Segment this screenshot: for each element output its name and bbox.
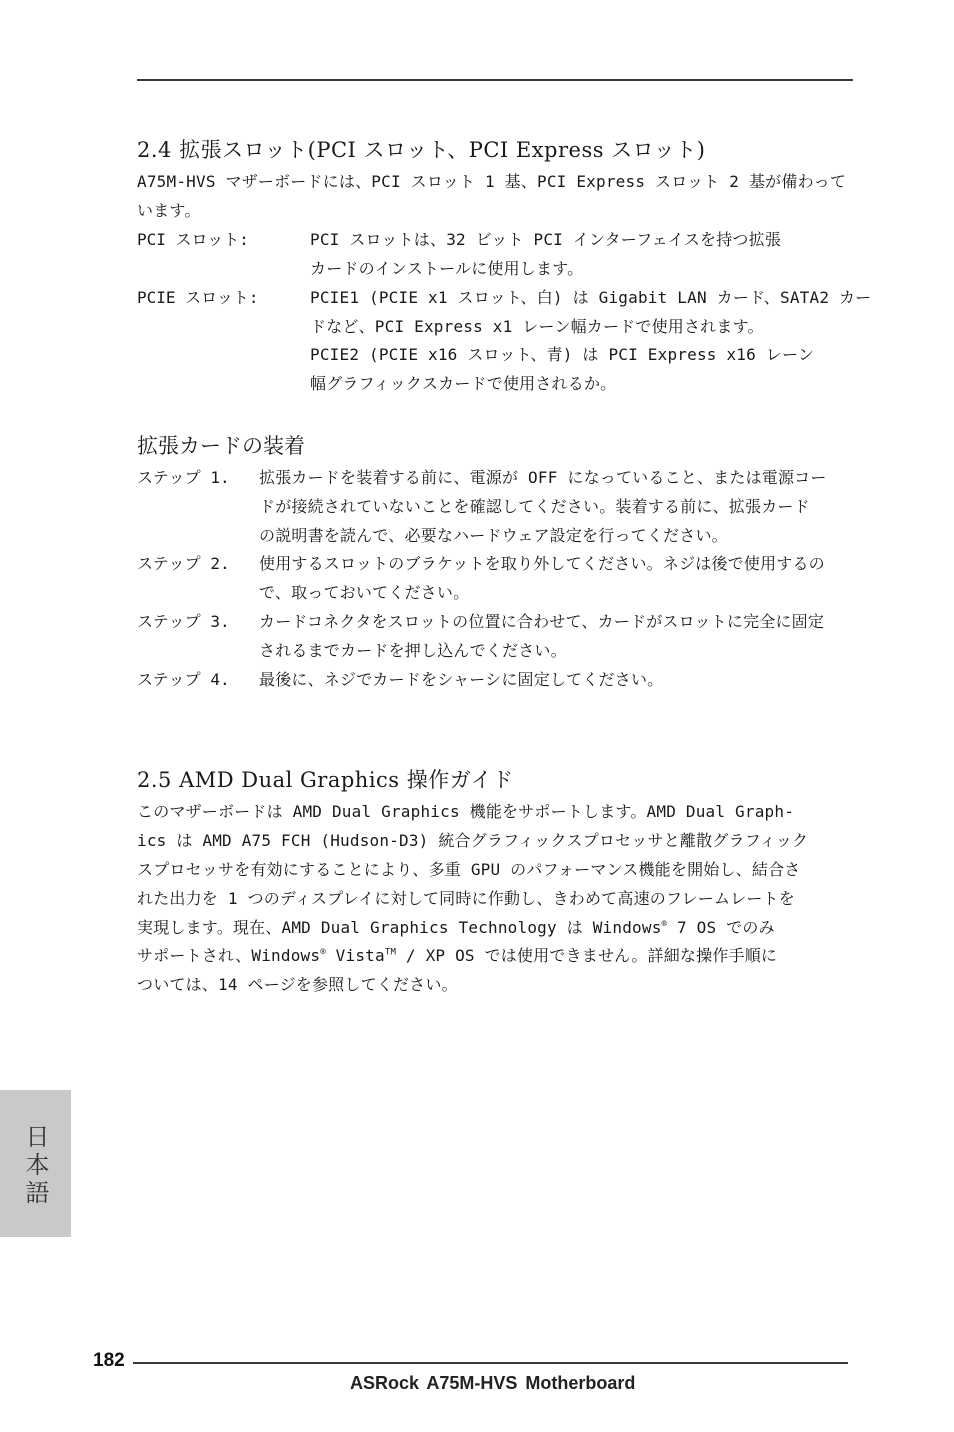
section-2-4-heading: 2.4 拡張スロット(PCI スロット、PCI Express スロット) — [137, 138, 706, 162]
section-2-5-line-3: スプロセッサを有効にすることにより、多重 GPU のパフォーマンス機能を開始し、結合さ — [137, 860, 801, 879]
top-rule — [137, 79, 853, 81]
bottom-rule — [133, 1362, 848, 1364]
pci-slot-desc-line-2: カードのインストールに使用します。 — [310, 259, 584, 278]
step-2-line-2: で、取っておいてください。 — [259, 583, 470, 602]
step-3-label: ステップ 3. — [137, 612, 230, 631]
step-4-line-1: 最後に、ネジでカードをシャーシに固定してください。 — [259, 670, 664, 689]
pcie-slot-desc-line-2: ドなど、PCI Express x1 レーン幅カードで使用されます。 — [310, 317, 764, 336]
pcie-slot-desc-line-3: PCIE2 (PCIE x16 スロット、青) は PCI Express x16 レーン — [310, 345, 815, 364]
page-number: 182 — [93, 1350, 125, 1371]
step-4-label: ステップ 4. — [137, 670, 230, 689]
section-2-4-intro-line-1: A75M-HVS マザーボードには、PCI スロット 1 基、PCI Express スロット 2 基が備わって — [137, 172, 847, 191]
section-2-4-intro-line-2: います。 — [137, 201, 201, 220]
registered-mark: ® — [661, 919, 668, 930]
step-2-line-1: 使用するスロットのブラケットを取り外してください。ネジは後で使用するの — [259, 554, 825, 573]
pcie-slot-desc-line-1: PCIE1 (PCIE x1 スロット、白) は Gigabit LAN カード、SATA2 カー — [310, 288, 872, 307]
step-1-line-1: 拡張カードを装着する前に、電源が OFF になっていること、または電源コー — [259, 468, 827, 487]
pci-slot-desc-line-1: PCI スロットは、32 ビット PCI インターフェイスを持つ拡張 — [310, 230, 782, 249]
line-6-part-a: サポートされ、Windows — [137, 946, 321, 965]
pci-slot-label: PCI スロット: — [137, 230, 249, 249]
pcie-slot-desc-line-4: 幅グラフィックスカードで使用されるか。 — [310, 374, 617, 393]
registered-mark: ® — [320, 947, 326, 958]
install-card-heading: 拡張カードの装着 — [137, 434, 305, 458]
step-1-line-2: ドが接続されていないことを確認してください。装着する前に、拡張カード — [259, 497, 810, 516]
step-3-line-2: されるまでカードを押し込んでください。 — [259, 641, 567, 660]
language-side-tab-label: 日本語 — [21, 1124, 49, 1208]
language-side-tab — [0, 1090, 71, 1237]
line-5-part-a: 実現します。現在、AMD Dual Graphics Technology は Windows — [137, 918, 662, 937]
step-1-line-3: の説明書を読んで、必要なハードウェア設定を行ってください。 — [259, 526, 728, 545]
section-2-5-line-4: れた出力を 1 つのディスプレイに対して同時に作動し、きわめて高速のフレームレートを — [137, 889, 795, 908]
step-1-label: ステップ 1. — [137, 468, 230, 487]
line-6-part-c: / XP OS では使用できません。詳細な操作手順に — [396, 946, 778, 965]
section-2-5-line-1: このマザーボードは AMD Dual Graphics 機能をサポートします。AMD Dual Graph- — [137, 802, 795, 821]
step-3-line-1: カードコネクタをスロットの位置に合わせて、カードがスロットに完全に固定 — [259, 612, 825, 631]
line-5-part-b: 7 OS でのみ — [667, 918, 775, 937]
trademark-mark: TM — [384, 947, 397, 958]
line-6-part-b: Vista — [325, 946, 385, 965]
section-2-5-heading: 2.5 AMD Dual Graphics 操作ガイド — [137, 768, 514, 792]
section-2-5-line-6 — [137, 946, 777, 966]
pcie-slot-label: PCIE スロット: — [137, 288, 259, 307]
section-2-5-line-2: ics は AMD A75 FCH (Hudson-D3) 統合グラフィックスプロセッサと離散グラフィック — [137, 831, 809, 850]
step-2-label: ステップ 2. — [137, 554, 230, 573]
section-2-5-line-7: ついては、14 ページを参照してください。 — [137, 975, 458, 994]
section-2-5-line-5 — [137, 918, 775, 938]
footer-title: ASRock A75M-HVS Motherboard — [350, 1373, 636, 1393]
